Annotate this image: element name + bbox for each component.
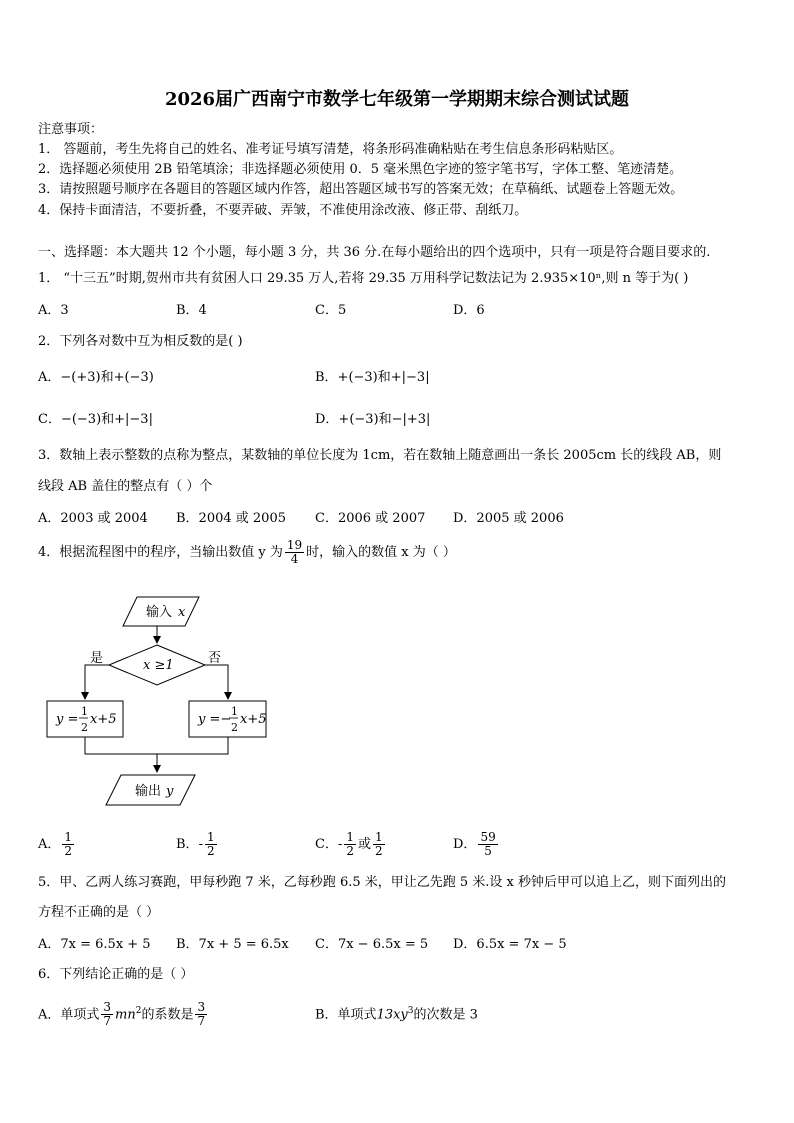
question-4-stem [38, 538, 456, 568]
page-title: 2026届广西南宁市数学七年级第一学期期末综合测试试题 [164, 89, 630, 110]
q3-option-a[interactable]: A．2003 或 2004 [38, 511, 148, 526]
flow-input-label: 输入 [146, 605, 173, 620]
question-1-stem: 1． “十三五”时期,贺州市共有贫困人口 29.35 万人,若将 29.35 万用科学记数法记为 2.935×10ⁿ,则 n 等于为( ) [38, 271, 689, 286]
flow-left-half-den: 2 [81, 721, 88, 734]
flow-arrow-yes [85, 665, 109, 699]
q5-option-c[interactable]: C．7x − 6.5x = 5 [315, 937, 429, 952]
q2-option-c[interactable]: C．−(−3)和+|−3| [38, 412, 153, 427]
q4-stem-after: 时，输入的数值 x 为（ ） [306, 545, 456, 560]
q6-option-b[interactable]: B．单项式$13xy^3$的次数是 3 [315, 1006, 478, 1023]
q1-option-a[interactable]: A．3 [38, 303, 69, 318]
q4-output-fraction: $\frac{19}{4}$ [286, 538, 303, 566]
note-item-2: 2．选择题必须使用 2B 铅笔填涂；非选择题必须使用 0．5 毫米黑色字迹的签字笔书写，字体工整、笔迹清楚。 [38, 162, 683, 177]
question-5-stem-line1: 5．甲、乙两人练习赛跑，甲每秒跑 7 米，乙每秒跑 6.5 米，甲让乙先跑 5 米.设 x 秒钟后甲可以追上乙，则下面列出的 [38, 875, 727, 890]
q4-option-d[interactable]: D． $\frac{59}{5}$ [453, 830, 496, 858]
section-heading: 一、选择题：本大题共 12 个小题，每小题 3 分，共 36 分.在每小题给出的四个选项中，只有一项是符合题目要求的. [38, 245, 711, 260]
question-5-stem-line2: 方程不正确的是（ ） [38, 905, 160, 920]
question-3-stem-line2: 线段 AB 盖住的整点有（ ）个 [38, 479, 213, 494]
question-2-stem: 2．下列各对数中互为相反数的是( ) [38, 334, 243, 349]
q4-option-b[interactable]: B．- $\frac{1}{2}$ [176, 830, 215, 858]
flow-no-label: 否 [208, 651, 222, 666]
flow-left-formula-post: x+5 [90, 712, 117, 727]
q3-option-d[interactable]: D．2005 或 2006 [453, 511, 564, 526]
question-6-stem: 6．下列结论正确的是（ ） [38, 967, 194, 982]
flow-output-label: 输出 [135, 784, 162, 799]
q2-option-a[interactable]: A．−(+3)和+(−3) [38, 370, 154, 385]
q1-option-d[interactable]: D．6 [453, 303, 485, 318]
note-item-1: 1． 答题前，考生先将自己的姓名、准考证号填写清楚，将条形码准确粘贴在考生信息条形码粘贴区。 [38, 142, 623, 157]
flow-right-formula-post: x+5 [240, 712, 267, 727]
question-3-stem-line1: 3．数轴上表示整数的点称为整点，某数轴的单位长度为 1cm，若在数轴上随意画出一条长 2005cm 长的线段 AB，则 [38, 448, 722, 463]
flow-left-half-num: 1 [81, 705, 88, 718]
q4-option-c[interactable]: C．- $\frac{1}{2}$ 或 $\frac{1}{2}$ [315, 830, 383, 858]
q6-option-a[interactable]: A．单项式 $\frac{3}{7}$ $mn^2$的系数是 $\frac{3}{7}$ [38, 1000, 206, 1029]
flow-yes-label: 是 [90, 651, 104, 666]
flow-condition: x ≥1 [143, 658, 174, 673]
q4-stem-before: 4．根据流程图中的程序，当输出数值 y 为 [38, 545, 283, 560]
flow-output-var: y [166, 784, 174, 799]
flow-right-formula-pre: y =− [198, 712, 232, 727]
flow-input-var: x [178, 605, 186, 620]
q5-option-b[interactable]: B．7x + 5 = 6.5x [176, 937, 289, 952]
flow-arrow-no [205, 665, 228, 699]
note-item-3: 3．请按照题号顺序在各题目的答题区域内作答，超出答题区域书写的答案无效；在草稿纸、试题卷上答题无效。 [38, 182, 684, 197]
flow-right-half-den: 2 [231, 721, 238, 734]
flow-merge-line [85, 737, 228, 754]
notes-heading: 注意事项： [38, 122, 104, 137]
q5-option-d[interactable]: D．6.5x = 7x − 5 [453, 937, 567, 952]
q3-option-c[interactable]: C．2006 或 2007 [315, 511, 426, 526]
q4-option-a[interactable]: A． $\frac{1}{2}$ [38, 830, 73, 858]
q5-option-a[interactable]: A．7x = 6.5x + 5 [38, 937, 151, 952]
flowchart-diagram [40, 588, 280, 810]
q2-option-b[interactable]: B．+(−3)和+|−3| [315, 370, 430, 385]
flow-left-formula-pre: y = [56, 712, 79, 727]
q1-option-b[interactable]: B．4 [176, 303, 207, 318]
note-item-4: 4．保持卡面清洁，不要折叠，不要弄破、弄皱，不准使用涂改液、修正带、刮纸刀。 [38, 203, 528, 218]
q2-option-d[interactable]: D．+(−3)和−|+3| [315, 412, 431, 427]
q1-option-c[interactable]: C．5 [315, 303, 347, 318]
q3-option-b[interactable]: B．2004 或 2005 [176, 511, 286, 526]
flow-right-half-num: 1 [231, 705, 238, 718]
